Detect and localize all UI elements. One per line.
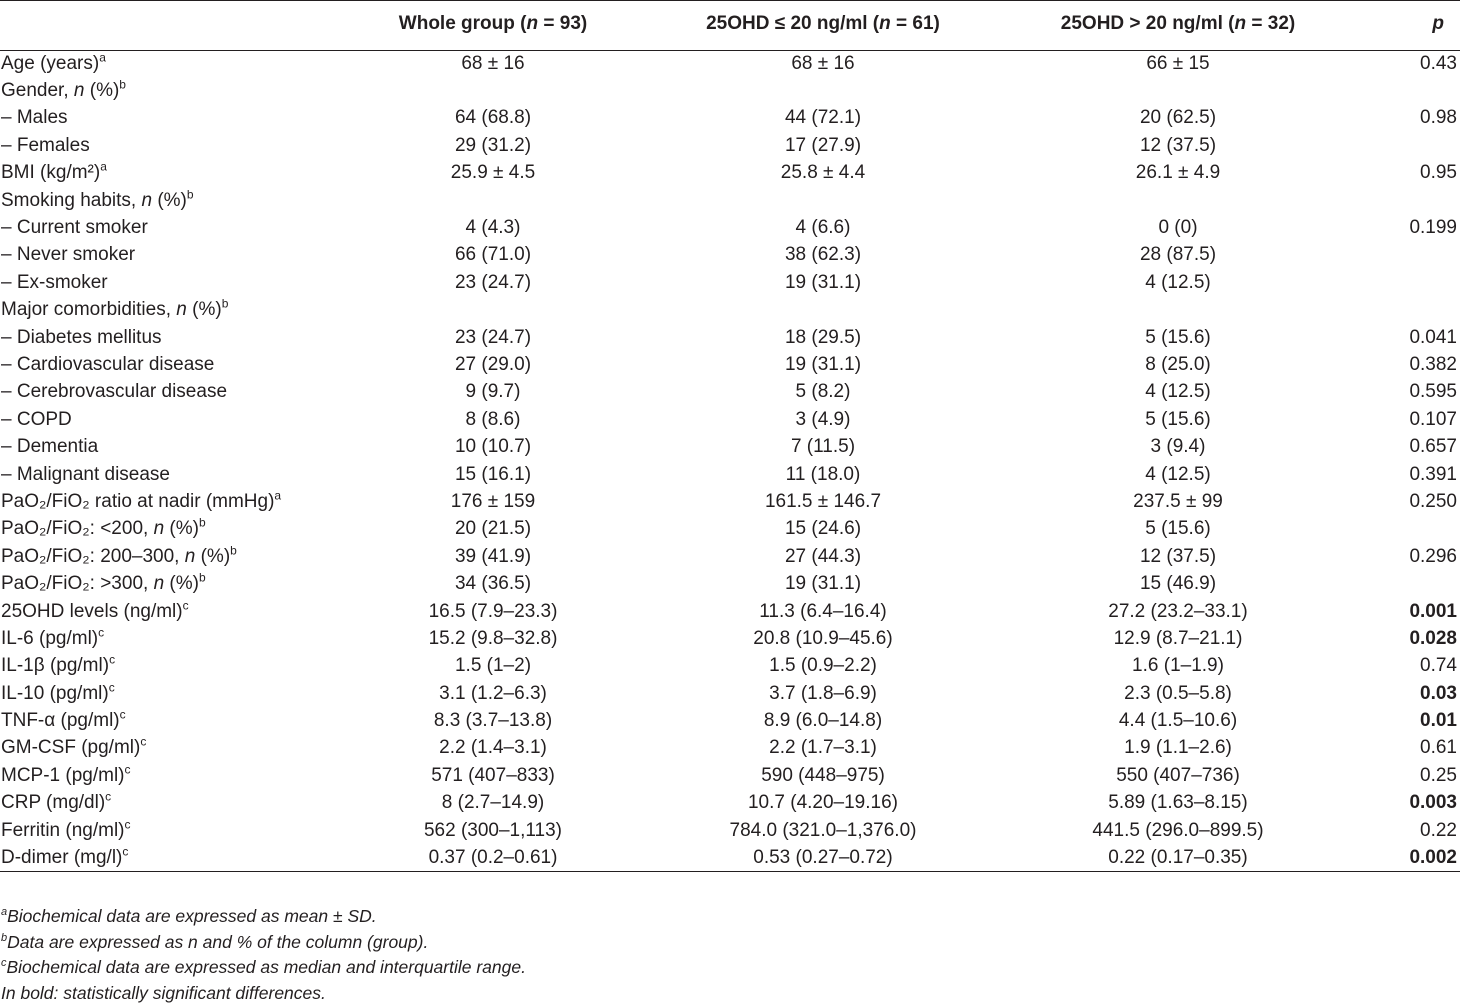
high-25ohd-value: 5 (15.6) bbox=[978, 324, 1378, 351]
whole-group-value: 29 (31.2) bbox=[318, 132, 668, 159]
row-label-text: PaO₂/FiO₂: >300, n (%) bbox=[1, 573, 199, 594]
p-value bbox=[1378, 242, 1460, 269]
footnote bbox=[1, 904, 526, 930]
row-label bbox=[0, 653, 318, 680]
low-25ohd-value: 10.7 (4.20–19.16) bbox=[668, 790, 978, 817]
footnote-marker: c bbox=[125, 817, 131, 831]
p-value bbox=[1378, 187, 1460, 214]
p-value bbox=[1378, 77, 1460, 104]
row-label-text: – Diabetes mellitus bbox=[1, 327, 162, 348]
row-label-text: MCP-1 (pg/ml) bbox=[1, 765, 125, 786]
row-label bbox=[0, 735, 318, 762]
header-variable bbox=[0, 0, 318, 50]
row-label bbox=[0, 50, 318, 77]
row-label-text: IL-6 (pg/ml) bbox=[1, 628, 98, 649]
row-label bbox=[0, 214, 318, 241]
p-value: 0.98 bbox=[1378, 105, 1460, 132]
table-row bbox=[0, 516, 1460, 543]
footnote-text: Biochemical data are expressed as mean ± SD. bbox=[7, 906, 377, 926]
high-25ohd-value: 5 (15.6) bbox=[978, 516, 1378, 543]
row-label-text: – Malignant disease bbox=[1, 464, 170, 485]
low-25ohd-value: 3 (4.9) bbox=[668, 406, 978, 433]
table-row bbox=[0, 762, 1460, 789]
whole-group-value: 571 (407–833) bbox=[318, 762, 668, 789]
row-label bbox=[0, 488, 318, 515]
header-row bbox=[0, 0, 1460, 50]
p-value: 0.041 bbox=[1378, 324, 1460, 351]
low-25ohd-value: 18 (29.5) bbox=[668, 324, 978, 351]
table-row bbox=[0, 625, 1460, 652]
low-25ohd-value: 2.2 (1.7–3.1) bbox=[668, 735, 978, 762]
whole-group-value: 39 (41.9) bbox=[318, 543, 668, 570]
row-label bbox=[0, 707, 318, 734]
whole-group-value: 16.5 (7.9–23.3) bbox=[318, 598, 668, 625]
footnote bbox=[1, 930, 526, 956]
low-25ohd-value: 161.5 ± 146.7 bbox=[668, 488, 978, 515]
footnote-marker: c bbox=[120, 708, 126, 722]
whole-group-value: 3.1 (1.2–6.3) bbox=[318, 680, 668, 707]
row-label bbox=[0, 324, 318, 351]
high-25ohd-value: 1.6 (1–1.9) bbox=[978, 653, 1378, 680]
whole-group-value: 8 (8.6) bbox=[318, 406, 668, 433]
footnote-mark: a bbox=[1, 906, 7, 918]
high-25ohd-value: 26.1 ± 4.9 bbox=[978, 160, 1378, 187]
footnote-marker: c bbox=[109, 680, 115, 694]
high-25ohd-value: 0 (0) bbox=[978, 214, 1378, 241]
whole-group-value: 66 (71.0) bbox=[318, 242, 668, 269]
table-row bbox=[0, 406, 1460, 433]
p-value: 0.002 bbox=[1378, 844, 1460, 871]
whole-group-value: 15 (16.1) bbox=[318, 461, 668, 488]
row-label bbox=[0, 297, 318, 324]
low-25ohd-value: 11 (18.0) bbox=[668, 461, 978, 488]
footnote-marker: c bbox=[183, 598, 189, 612]
low-25ohd-value: 15 (24.6) bbox=[668, 516, 978, 543]
high-25ohd-value: 12 (37.5) bbox=[978, 543, 1378, 570]
whole-group-value: 562 (300–1,113) bbox=[318, 817, 668, 844]
low-25ohd-value: 784.0 (321.0–1,376.0) bbox=[668, 817, 978, 844]
table-row bbox=[0, 461, 1460, 488]
footnote-text: Data are expressed as n and % of the column (group). bbox=[7, 932, 428, 952]
high-25ohd-value: 4 (12.5) bbox=[978, 461, 1378, 488]
whole-group-value bbox=[318, 187, 668, 214]
footnote-text: In bold: statistically significant differences. bbox=[1, 983, 326, 1003]
row-label-text: 25OHD levels (ng/ml) bbox=[1, 601, 183, 622]
p-value bbox=[1378, 269, 1460, 296]
p-value: 0.003 bbox=[1378, 790, 1460, 817]
table-row bbox=[0, 844, 1460, 871]
p-value: 0.391 bbox=[1378, 461, 1460, 488]
row-label-text: PaO₂/FiO₂: <200, n (%) bbox=[1, 518, 199, 539]
table-row bbox=[0, 653, 1460, 680]
whole-group-value: 2.2 (1.4–3.1) bbox=[318, 735, 668, 762]
whole-group-value: 8.3 (3.7–13.8) bbox=[318, 707, 668, 734]
footnote-text: Biochemical data are expressed as median and interquartile range. bbox=[7, 957, 526, 977]
table-row bbox=[0, 680, 1460, 707]
low-25ohd-value bbox=[668, 297, 978, 324]
low-25ohd-value: 20.8 (10.9–45.6) bbox=[668, 625, 978, 652]
row-label bbox=[0, 817, 318, 844]
table-row bbox=[0, 187, 1460, 214]
whole-group-value bbox=[318, 77, 668, 104]
row-label-text: – Ex-smoker bbox=[1, 272, 108, 293]
footnote-marker: c bbox=[109, 653, 115, 667]
row-label-text: – Dementia bbox=[1, 436, 98, 457]
whole-group-value: 9 (9.7) bbox=[318, 379, 668, 406]
row-label-text: Gender, n (%) bbox=[1, 80, 119, 101]
table-row bbox=[0, 105, 1460, 132]
p-value bbox=[1378, 297, 1460, 324]
high-25ohd-value: 4.4 (1.5–10.6) bbox=[978, 707, 1378, 734]
p-value: 0.250 bbox=[1378, 488, 1460, 515]
row-label bbox=[0, 160, 318, 187]
whole-group-value: 10 (10.7) bbox=[318, 433, 668, 460]
p-value: 0.028 bbox=[1378, 625, 1460, 652]
p-value: 0.199 bbox=[1378, 214, 1460, 241]
p-value bbox=[1378, 132, 1460, 159]
low-25ohd-value: 590 (448–975) bbox=[668, 762, 978, 789]
row-label-text: – Cardiovascular disease bbox=[1, 354, 214, 375]
row-label bbox=[0, 242, 318, 269]
table-row bbox=[0, 598, 1460, 625]
table-footnotes bbox=[1, 904, 526, 1006]
whole-group-value bbox=[318, 297, 668, 324]
low-25ohd-value: 27 (44.3) bbox=[668, 543, 978, 570]
high-25ohd-value: 12 (37.5) bbox=[978, 132, 1378, 159]
footnote-marker: a bbox=[100, 160, 107, 174]
low-25ohd-value: 0.53 (0.27–0.72) bbox=[668, 844, 978, 871]
row-label bbox=[0, 844, 318, 871]
low-25ohd-value bbox=[668, 187, 978, 214]
footnote-marker: b bbox=[199, 571, 206, 585]
high-25ohd-value: 15 (46.9) bbox=[978, 570, 1378, 597]
footnote-marker: c bbox=[140, 735, 146, 749]
high-25ohd-value: 2.3 (0.5–5.8) bbox=[978, 680, 1378, 707]
whole-group-value: 1.5 (1–2) bbox=[318, 653, 668, 680]
p-value: 0.01 bbox=[1378, 707, 1460, 734]
high-25ohd-value: 12.9 (8.7–21.1) bbox=[978, 625, 1378, 652]
low-25ohd-value: 17 (27.9) bbox=[668, 132, 978, 159]
table-row bbox=[0, 297, 1460, 324]
whole-group-value: 23 (24.7) bbox=[318, 269, 668, 296]
high-25ohd-value bbox=[978, 297, 1378, 324]
high-25ohd-value: 550 (407–736) bbox=[978, 762, 1378, 789]
row-label bbox=[0, 187, 318, 214]
row-label-text: GM-CSF (pg/ml) bbox=[1, 737, 140, 758]
row-label-text: Age (years) bbox=[1, 53, 99, 74]
row-label-text: – COPD bbox=[1, 409, 72, 430]
table-row bbox=[0, 132, 1460, 159]
footnote-mark: b bbox=[1, 932, 7, 944]
low-25ohd-value: 19 (31.1) bbox=[668, 351, 978, 378]
low-25ohd-value: 25.8 ± 4.4 bbox=[668, 160, 978, 187]
low-25ohd-value: 7 (11.5) bbox=[668, 433, 978, 460]
footnote-marker: c bbox=[125, 763, 131, 777]
p-value: 0.657 bbox=[1378, 433, 1460, 460]
table-row bbox=[0, 160, 1460, 187]
row-label bbox=[0, 598, 318, 625]
row-label-text: TNF-α (pg/ml) bbox=[1, 710, 120, 731]
header-whole-group: Whole group (n = 93) bbox=[318, 0, 668, 50]
whole-group-value: 0.37 (0.2–0.61) bbox=[318, 844, 668, 871]
row-label-text: – Cerebrovascular disease bbox=[1, 381, 227, 402]
footnote-marker: a bbox=[99, 51, 106, 65]
table-row bbox=[0, 790, 1460, 817]
footnote-marker: b bbox=[230, 543, 237, 557]
low-25ohd-value: 4 (6.6) bbox=[668, 214, 978, 241]
table-row bbox=[0, 379, 1460, 406]
whole-group-value: 64 (68.8) bbox=[318, 105, 668, 132]
table-body bbox=[0, 50, 1460, 872]
high-25ohd-value: 66 ± 15 bbox=[978, 50, 1378, 77]
high-25ohd-value: 4 (12.5) bbox=[978, 269, 1378, 296]
row-label bbox=[0, 132, 318, 159]
footnote-marker: a bbox=[274, 489, 281, 503]
whole-group-value: 34 (36.5) bbox=[318, 570, 668, 597]
footnote-marker: b bbox=[199, 516, 206, 530]
whole-group-value: 20 (21.5) bbox=[318, 516, 668, 543]
footnote-marker: c bbox=[98, 626, 104, 640]
low-25ohd-value: 19 (31.1) bbox=[668, 570, 978, 597]
low-25ohd-value: 19 (31.1) bbox=[668, 269, 978, 296]
row-label bbox=[0, 461, 318, 488]
row-label bbox=[0, 406, 318, 433]
table-row bbox=[0, 817, 1460, 844]
p-value: 0.595 bbox=[1378, 379, 1460, 406]
low-25ohd-value: 3.7 (1.8–6.9) bbox=[668, 680, 978, 707]
header-low-25ohd-group: 25OHD ≤ 20 ng/ml (n = 61) bbox=[668, 0, 978, 50]
table-row bbox=[0, 570, 1460, 597]
table-row bbox=[0, 488, 1460, 515]
p-value: 0.95 bbox=[1378, 160, 1460, 187]
row-label-text: – Current smoker bbox=[1, 217, 148, 238]
table-row bbox=[0, 707, 1460, 734]
row-label-text: CRP (mg/dl) bbox=[1, 792, 105, 813]
whole-group-value: 15.2 (9.8–32.8) bbox=[318, 625, 668, 652]
row-label bbox=[0, 379, 318, 406]
row-label bbox=[0, 269, 318, 296]
p-value: 0.296 bbox=[1378, 543, 1460, 570]
table-row bbox=[0, 324, 1460, 351]
row-label bbox=[0, 680, 318, 707]
table-row bbox=[0, 269, 1460, 296]
low-25ohd-value: 68 ± 16 bbox=[668, 50, 978, 77]
row-label bbox=[0, 105, 318, 132]
whole-group-value: 25.9 ± 4.5 bbox=[318, 160, 668, 187]
high-25ohd-value: 237.5 ± 99 bbox=[978, 488, 1378, 515]
high-25ohd-value: 28 (87.5) bbox=[978, 242, 1378, 269]
row-label bbox=[0, 790, 318, 817]
high-25ohd-value: 441.5 (296.0–899.5) bbox=[978, 817, 1378, 844]
table-row bbox=[0, 214, 1460, 241]
table-row bbox=[0, 433, 1460, 460]
table-header bbox=[0, 0, 1460, 50]
low-25ohd-value bbox=[668, 77, 978, 104]
whole-group-value: 27 (29.0) bbox=[318, 351, 668, 378]
low-25ohd-value: 5 (8.2) bbox=[668, 379, 978, 406]
row-label bbox=[0, 570, 318, 597]
footnote-marker: c bbox=[105, 790, 111, 804]
footnote-marker: b bbox=[222, 297, 229, 311]
p-value bbox=[1378, 516, 1460, 543]
row-label bbox=[0, 516, 318, 543]
header-p-value: p bbox=[1378, 0, 1460, 50]
high-25ohd-value: 27.2 (23.2–33.1) bbox=[978, 598, 1378, 625]
row-label-text: PaO₂/FiO₂ ratio at nadir (mmHg) bbox=[1, 491, 274, 512]
whole-group-value: 23 (24.7) bbox=[318, 324, 668, 351]
whole-group-value: 68 ± 16 bbox=[318, 50, 668, 77]
table-row bbox=[0, 351, 1460, 378]
high-25ohd-value: 0.22 (0.17–0.35) bbox=[978, 844, 1378, 871]
footnote-marker: b bbox=[187, 187, 194, 201]
table-row bbox=[0, 735, 1460, 762]
row-label bbox=[0, 543, 318, 570]
row-label-text: IL-10 (pg/ml) bbox=[1, 683, 109, 704]
low-25ohd-value: 8.9 (6.0–14.8) bbox=[668, 707, 978, 734]
header-high-25ohd-group: 25OHD > 20 ng/ml (n = 32) bbox=[978, 0, 1378, 50]
table-row bbox=[0, 543, 1460, 570]
p-value: 0.22 bbox=[1378, 817, 1460, 844]
high-25ohd-value: 3 (9.4) bbox=[978, 433, 1378, 460]
high-25ohd-value: 5 (15.6) bbox=[978, 406, 1378, 433]
low-25ohd-value: 1.5 (0.9–2.2) bbox=[668, 653, 978, 680]
row-label-text: Ferritin (ng/ml) bbox=[1, 820, 125, 841]
p-value: 0.001 bbox=[1378, 598, 1460, 625]
low-25ohd-value: 11.3 (6.4–16.4) bbox=[668, 598, 978, 625]
row-label-text: BMI (kg/m²) bbox=[1, 162, 100, 183]
row-label-text: D-dimer (mg/l) bbox=[1, 847, 122, 868]
row-label bbox=[0, 77, 318, 104]
row-label bbox=[0, 625, 318, 652]
row-label bbox=[0, 433, 318, 460]
p-value: 0.25 bbox=[1378, 762, 1460, 789]
high-25ohd-value: 1.9 (1.1–2.6) bbox=[978, 735, 1378, 762]
footnote bbox=[1, 981, 526, 1006]
p-value: 0.382 bbox=[1378, 351, 1460, 378]
p-value: 0.107 bbox=[1378, 406, 1460, 433]
p-value: 0.74 bbox=[1378, 653, 1460, 680]
row-label-text: – Females bbox=[1, 135, 90, 156]
p-value bbox=[1378, 570, 1460, 597]
whole-group-value: 176 ± 159 bbox=[318, 488, 668, 515]
table-row bbox=[0, 242, 1460, 269]
row-label bbox=[0, 762, 318, 789]
table-row bbox=[0, 77, 1460, 104]
row-label-text: Major comorbidities, n (%) bbox=[1, 299, 222, 320]
row-label-text: Smoking habits, n (%) bbox=[1, 190, 187, 211]
high-25ohd-value: 5.89 (1.63–8.15) bbox=[978, 790, 1378, 817]
whole-group-value: 4 (4.3) bbox=[318, 214, 668, 241]
whole-group-value: 8 (2.7–14.9) bbox=[318, 790, 668, 817]
high-25ohd-value bbox=[978, 77, 1378, 104]
high-25ohd-value: 4 (12.5) bbox=[978, 379, 1378, 406]
table-row bbox=[0, 50, 1460, 77]
footnote-marker: b bbox=[119, 78, 126, 92]
low-25ohd-value: 38 (62.3) bbox=[668, 242, 978, 269]
footnote-marker: c bbox=[122, 844, 128, 858]
row-label bbox=[0, 351, 318, 378]
high-25ohd-value: 20 (62.5) bbox=[978, 105, 1378, 132]
footnote-mark: c bbox=[1, 957, 7, 969]
high-25ohd-value: 8 (25.0) bbox=[978, 351, 1378, 378]
row-label-text: PaO₂/FiO₂: 200–300, n (%) bbox=[1, 546, 230, 567]
low-25ohd-value: 44 (72.1) bbox=[668, 105, 978, 132]
row-label-text: IL-1β (pg/ml) bbox=[1, 655, 109, 676]
row-label-text: – Males bbox=[1, 107, 68, 128]
p-value: 0.61 bbox=[1378, 735, 1460, 762]
row-label-text: – Never smoker bbox=[1, 244, 135, 265]
p-value: 0.03 bbox=[1378, 680, 1460, 707]
p-value: 0.43 bbox=[1378, 50, 1460, 77]
footnote bbox=[1, 955, 526, 981]
high-25ohd-value bbox=[978, 187, 1378, 214]
